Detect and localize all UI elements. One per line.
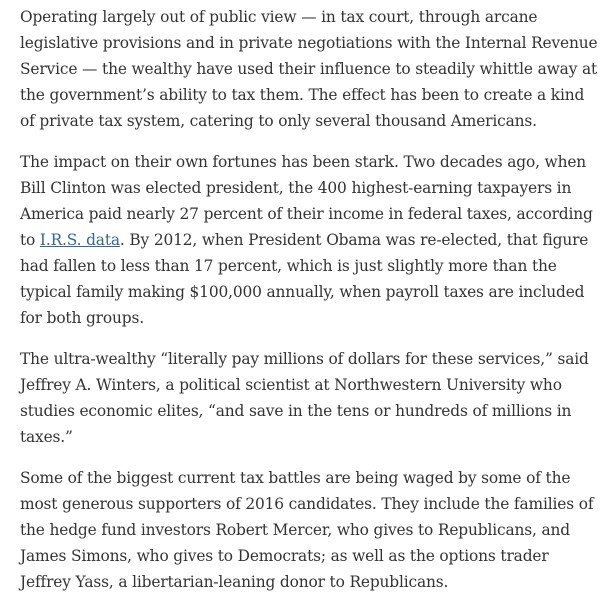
article-body [20,4,600,610]
paragraph-1: Operating largely out of public view — in tax court, through arcane legislative provisions and in private negotiations with the Internal Revenue Service — the wealthy have used their influence to steadily whittle away at the government’s ability to tax them. The effect has been to create a kind of private tax system, catering to only several thousand Americans. [20,8,598,130]
irs-data-link[interactable]: I.R.S. data [39,231,120,249]
paragraph-2 [20,149,600,331]
paragraph-2-text-start: The impact on their own fortunes has been stark. Two decades ago, when Bill Clinton was elected president, the 400 highest-earning taxpayers in America paid nearly 27 percent of their income in federal taxes, according to [20,153,593,249]
paragraph-2-text-end: . By 2012, when President Obama was re-elected, that figure had fallen to less than 17 percent, which is just slightly more than the typical family making $100,000 annually, when payroll taxes are included for both groups. [20,231,589,327]
paragraph-3: The ultra-wealthy “literally pay millions of dollars for these services,” said Jeffrey A. Winters, a political scientist at Northwestern University who studies economic elites, “and save in the tens or hundreds of millions in taxes.” [20,350,589,446]
paragraph-4: Some of the biggest current tax battles are being waged by some of the most generous supporters of 2016 candidates. They include the families of the hedge fund investors Robert Mercer, who gives to Republicans, and James Simons, who gives to Democrats; as well as the options trader Jeffrey Yass, a libertarian-leaning donor to Republicans. [20,469,594,591]
